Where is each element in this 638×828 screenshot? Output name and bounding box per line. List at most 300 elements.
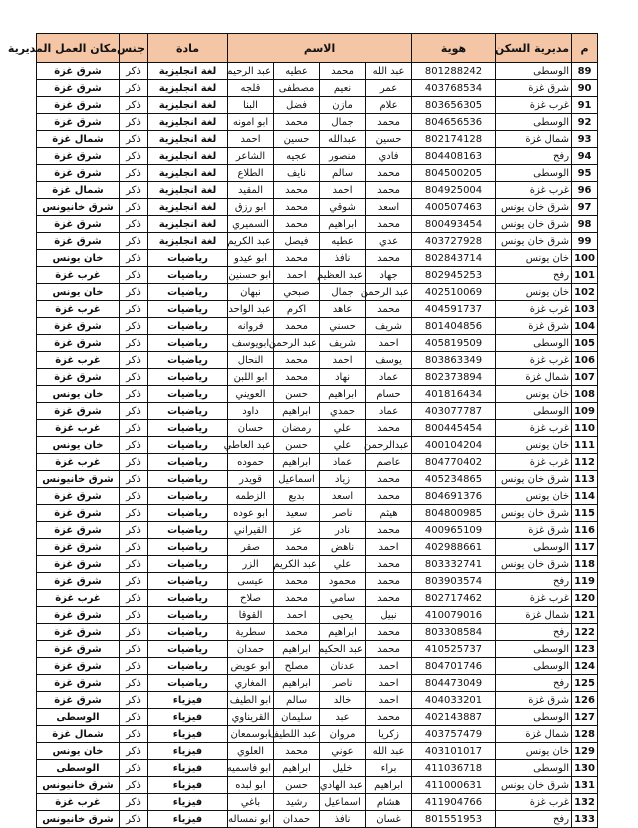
table-row [37,233,598,250]
header-residence-directorate: مديرية السكن [496,34,572,63]
id-number-cell: 411036718 [412,760,496,777]
work-directorate-cell: شرق غزة [37,233,120,250]
family-name-cell: الطلاع [228,165,274,182]
father-name-cell: خليل [320,760,366,777]
id-number-cell: 800493454 [412,216,496,233]
gender-cell: ذكر [120,811,148,828]
table-row [37,760,598,777]
grandfather-name-cell: حسن [274,777,320,794]
residence-directorate-cell: شمال غزة [496,607,572,624]
row-number: 90 [572,80,598,97]
row-number: 107 [572,369,598,386]
father-name-cell: مازن [320,97,366,114]
row-number: 119 [572,573,598,590]
family-name-cell: القيراني [228,522,274,539]
row-number: 89 [572,63,598,80]
residence-directorate-cell: شرق خان يونس [496,556,572,573]
family-name-cell: الزر [228,556,274,573]
gender-cell: ذكر [120,437,148,454]
residence-directorate-cell: رفح [496,148,572,165]
id-number-cell: 400965109 [412,522,496,539]
grandfather-name-cell: فضل [274,97,320,114]
table-row [37,182,598,199]
gender-cell: ذكر [120,556,148,573]
id-number-cell: 404033201 [412,692,496,709]
father-name-cell: نافذ [320,250,366,267]
row-number: 104 [572,318,598,335]
gender-cell: ذكر [120,726,148,743]
subject-cell: فيزياء [148,726,228,743]
residence-directorate-cell: الوسطى [496,335,572,352]
id-number-cell: 804473049 [412,675,496,692]
gender-cell: ذكر [120,250,148,267]
header-id: هوية [412,34,496,63]
grandfather-name-cell: نايف [274,165,320,182]
gender-cell: ذكر [120,369,148,386]
first-name-cell: محمد [366,114,412,131]
gender-cell: ذكر [120,301,148,318]
grandfather-name-cell: محمد [274,624,320,641]
header-row [37,34,598,63]
family-name-cell: حموده [228,454,274,471]
first-name-cell: عبد الرحمن [366,284,412,301]
gender-cell: ذكر [120,80,148,97]
row-number: 128 [572,726,598,743]
gender-cell: ذكر [120,216,148,233]
subject-cell: رياضيات [148,284,228,301]
subject-cell: رياضيات [148,471,228,488]
family-name-cell: ابو عيدو [228,250,274,267]
work-directorate-cell: شرق غزة [37,607,120,624]
id-number-cell: 403077787 [412,403,496,420]
father-name-cell: يحيى [320,607,366,624]
first-name-cell: شريف [366,318,412,335]
residence-directorate-cell: غرب غزة [496,301,572,318]
row-number: 131 [572,777,598,794]
grandfather-name-cell: اكرم [274,301,320,318]
father-name-cell: ناهض [320,539,366,556]
row-number: 105 [572,335,598,352]
family-name-cell: ابو لبده [228,777,274,794]
row-number: 91 [572,97,598,114]
subject-cell: فيزياء [148,692,228,709]
work-directorate-cell: خان يونس [37,284,120,301]
gender-cell: ذكر [120,131,148,148]
table-row [37,63,598,80]
gender-cell: ذكر [120,641,148,658]
id-number-cell: 804701746 [412,658,496,675]
family-name-cell: ابو نمساله [228,811,274,828]
first-name-cell: فادي [366,148,412,165]
gender-cell: ذكر [120,539,148,556]
grandfather-name-cell: محمد [274,590,320,607]
subject-cell: لغة انجليزية [148,148,228,165]
father-name-cell: خالد [320,692,366,709]
gender-cell: ذكر [120,403,148,420]
work-directorate-cell: شرق غزة [37,216,120,233]
first-name-cell: محمد [366,573,412,590]
residence-directorate-cell: الوسطى [496,641,572,658]
first-name-cell: محمد [366,165,412,182]
row-number: 130 [572,760,598,777]
subject-cell: رياضيات [148,437,228,454]
father-name-cell: عدنان [320,658,366,675]
gender-cell: ذكر [120,148,148,165]
first-name-cell: جهاد [366,267,412,284]
gender-cell: ذكر [120,743,148,760]
id-number-cell: 410525737 [412,641,496,658]
subject-cell: رياضيات [148,420,228,437]
table-row [37,131,598,148]
id-number-cell: 403101017 [412,743,496,760]
row-number: 109 [572,403,598,420]
father-name-cell: ابراهيم [320,216,366,233]
subject-cell: رياضيات [148,267,228,284]
first-name-cell: عدي [366,233,412,250]
first-name-cell: احمد [366,658,412,675]
residence-directorate-cell: خان يونس [496,488,572,505]
first-name-cell: احمد [366,539,412,556]
row-number: 103 [572,301,598,318]
subject-cell: رياضيات [148,369,228,386]
father-name-cell: نعيم [320,80,366,97]
work-directorate-cell: شرق خانيونس [37,777,120,794]
id-number-cell: 804500205 [412,165,496,182]
row-number: 122 [572,624,598,641]
father-name-cell: جمال [320,114,366,131]
id-number-cell: 803863349 [412,352,496,369]
table-row [37,199,598,216]
family-name-cell: احمد [228,131,274,148]
table-row [37,437,598,454]
id-number-cell: 405819509 [412,335,496,352]
gender-cell: ذكر [120,794,148,811]
table-row [37,522,598,539]
row-number: 124 [572,658,598,675]
grandfather-name-cell: محمد [274,318,320,335]
row-number: 110 [572,420,598,437]
table-row [37,352,598,369]
family-name-cell: ابوسمعان [228,726,274,743]
subject-cell: رياضيات [148,488,228,505]
grandfather-name-cell: احمد [274,607,320,624]
family-name-cell: صلاح [228,590,274,607]
first-name-cell: محمد [366,590,412,607]
grandfather-name-cell: ابراهيم [274,641,320,658]
id-number-cell: 803903574 [412,573,496,590]
grandfather-name-cell: عطيه [274,63,320,80]
residence-directorate-cell: الوسطى [496,539,572,556]
father-name-cell: نادر [320,522,366,539]
family-name-cell: ابو الطيف [228,692,274,709]
work-directorate-cell: شمال غزة [37,182,120,199]
id-number-cell: 802373894 [412,369,496,386]
subject-cell: لغة انجليزية [148,97,228,114]
grandfather-name-cell: مصطفى [274,80,320,97]
row-number: 93 [572,131,598,148]
residence-directorate-cell: الوسطى [496,760,572,777]
table-row [37,488,598,505]
grandfather-name-cell: عبد الرحمن [274,335,320,352]
grandfather-name-cell: ابراهيم [274,675,320,692]
residence-directorate-cell: شرق خان يونس [496,199,572,216]
work-directorate-cell: شرق غزة [37,624,120,641]
row-number: 101 [572,267,598,284]
father-name-cell: شريف [320,335,366,352]
first-name-cell: هيثم [366,505,412,522]
id-number-cell: 802717462 [412,590,496,607]
work-directorate-cell: شرق غزة [37,641,120,658]
header-subject: مادة [148,34,228,63]
gender-cell: ذكر [120,522,148,539]
grandfather-name-cell: محمد [274,539,320,556]
id-number-cell: 804925004 [412,182,496,199]
grandfather-name-cell: ابراهيم [274,760,320,777]
family-name-cell: ابو فاسميه [228,760,274,777]
work-directorate-cell: شرق غزة [37,318,120,335]
row-number: 116 [572,522,598,539]
first-name-cell: نبيل [366,607,412,624]
family-name-cell: البنا [228,97,274,114]
first-name-cell: عاصم [366,454,412,471]
id-number-cell: 804691376 [412,488,496,505]
id-number-cell: 403757479 [412,726,496,743]
subject-cell: رياضيات [148,556,228,573]
work-directorate-cell: غرب غزة [37,267,120,284]
grandfather-name-cell: محمد [274,216,320,233]
work-directorate-cell: شرق غزة [37,556,120,573]
grandfather-name-cell: محمد [274,743,320,760]
residence-directorate-cell: غرب غزة [496,97,572,114]
gender-cell: ذكر [120,590,148,607]
table-row [37,284,598,301]
table-row [37,743,598,760]
id-number-cell: 403727928 [412,233,496,250]
row-number: 111 [572,437,598,454]
father-name-cell: علي [320,437,366,454]
table-row [37,794,598,811]
row-number: 112 [572,454,598,471]
residence-directorate-cell: غرب غزة [496,454,572,471]
residence-directorate-cell: رفح [496,624,572,641]
grandfather-name-cell: ابراهيم [274,403,320,420]
gender-cell: ذكر [120,318,148,335]
family-name-cell: قلجه [228,80,274,97]
id-number-cell: 801288242 [412,63,496,80]
subject-cell: لغة انجليزية [148,182,228,199]
gender-cell: ذكر [120,267,148,284]
table-row [37,403,598,420]
work-directorate-cell: شرق خانيونس [37,199,120,216]
father-name-cell: عبد العظيم [320,267,366,284]
work-directorate-cell: شرق غزة [37,675,120,692]
teacher-roster-table [7,33,598,828]
table-row [37,505,598,522]
first-name-cell: احمد [366,675,412,692]
table-row [37,250,598,267]
first-name-cell: عمر [366,80,412,97]
first-name-cell: احمد [366,335,412,352]
row-number: 133 [572,811,598,828]
grandfather-name-cell: عبد الكريم [274,556,320,573]
grandfather-name-cell: محمد [274,369,320,386]
work-directorate-cell: غرب غزة [37,301,120,318]
father-name-cell: عبد الهادي [320,777,366,794]
row-number: 97 [572,199,598,216]
family-name-cell: صقر [228,539,274,556]
residence-directorate-cell: الوسطى [496,63,572,80]
family-name-cell: عبد الواحد [228,301,274,318]
id-number-cell: 400104204 [412,437,496,454]
first-name-cell: محمد [366,250,412,267]
family-name-cell: الزطمه [228,488,274,505]
family-name-cell: المقيد [228,182,274,199]
family-name-cell: القريناوي [228,709,274,726]
work-directorate-cell: غرب غزة [37,352,120,369]
residence-directorate-cell: شرق غزة [496,522,572,539]
family-name-cell: ابو حسنين [228,267,274,284]
subject-cell: لغة انجليزية [148,233,228,250]
first-name-cell: عبد الله [366,63,412,80]
row-number: 114 [572,488,598,505]
subject-cell: فيزياء [148,777,228,794]
residence-directorate-cell: شمال غزة [496,131,572,148]
father-name-cell: عبد [320,709,366,726]
family-name-cell: قويدر [228,471,274,488]
gender-cell: ذكر [120,454,148,471]
subject-cell: رياضيات [148,590,228,607]
father-name-cell: مروان [320,726,366,743]
subject-cell: فيزياء [148,709,228,726]
father-name-cell: اسماعيل [320,794,366,811]
row-number: 121 [572,607,598,624]
row-number: 102 [572,284,598,301]
grandfather-name-cell: محمد [274,250,320,267]
father-name-cell: حسني [320,318,366,335]
residence-directorate-cell: رفح [496,811,572,828]
residence-directorate-cell: خان يونس [496,250,572,267]
family-name-cell: القوقا [228,607,274,624]
gender-cell: ذكر [120,624,148,641]
table-row [37,369,598,386]
father-name-cell: علي [320,556,366,573]
family-name-cell: داود [228,403,274,420]
work-directorate-cell: شرق غزة [37,369,120,386]
grandfather-name-cell: عز [274,522,320,539]
father-name-cell: سامي [320,590,366,607]
father-name-cell: احمد [320,182,366,199]
id-number-cell: 804770402 [412,454,496,471]
family-name-cell: الشاعر [228,148,274,165]
residence-directorate-cell: الوسطى [496,709,572,726]
gender-cell: ذكر [120,233,148,250]
family-name-cell: ابويوسف [228,335,274,352]
residence-directorate-cell: شرق غزة [496,692,572,709]
table-row [37,726,598,743]
table-row [37,97,598,114]
table-row [37,777,598,794]
gender-cell: ذكر [120,505,148,522]
family-name-cell: عبد الرحيم [228,63,274,80]
father-name-cell: حمدي [320,403,366,420]
subject-cell: لغة انجليزية [148,199,228,216]
table-row [37,165,598,182]
grandfather-name-cell: مصلح [274,658,320,675]
residence-directorate-cell: شرق خان يونس [496,505,572,522]
grandfather-name-cell: حسين [274,131,320,148]
table-row [37,301,598,318]
row-number: 106 [572,352,598,369]
row-number: 129 [572,743,598,760]
row-number: 113 [572,471,598,488]
family-name-cell: ابو عوده [228,505,274,522]
residence-directorate-cell: شرق خان يونس [496,233,572,250]
work-directorate-cell: شرق غزة [37,63,120,80]
residence-directorate-cell: رفح [496,675,572,692]
row-number: 98 [572,216,598,233]
gender-cell: ذكر [120,114,148,131]
family-name-cell: عبد العاطي [228,437,274,454]
residence-directorate-cell: الوسطى [496,403,572,420]
family-name-cell: ابو رزق [228,199,274,216]
grandfather-name-cell: احمد [274,267,320,284]
subject-cell: لغة انجليزية [148,80,228,97]
table-row [37,114,598,131]
subject-cell: رياضيات [148,607,228,624]
row-number: 127 [572,709,598,726]
first-name-cell: محمد [366,641,412,658]
first-name-cell: غسان [366,811,412,828]
row-number: 99 [572,233,598,250]
residence-directorate-cell: رفح [496,573,572,590]
gender-cell: ذكر [120,165,148,182]
subject-cell: فيزياء [148,794,228,811]
father-name-cell: ابراهيم [320,386,366,403]
first-name-cell: محمد [366,471,412,488]
residence-directorate-cell: الوسطى [496,165,572,182]
family-name-cell: العلوي [228,743,274,760]
residence-directorate-cell: خان يونس [496,284,572,301]
table-row [37,216,598,233]
subject-cell: لغة انجليزية [148,216,228,233]
grandfather-name-cell: بديع [274,488,320,505]
gender-cell: ذكر [120,386,148,403]
residence-directorate-cell: غرب غزة [496,794,572,811]
header-gender: جنس [120,34,148,63]
row-number: 125 [572,675,598,692]
father-name-cell: احمد [320,352,366,369]
id-number-cell: 404591737 [412,301,496,318]
row-number: 120 [572,590,598,607]
father-name-cell: سالم [320,165,366,182]
gender-cell: ذكر [120,97,148,114]
header-serial: م [572,34,598,63]
father-name-cell: منصور [320,148,366,165]
first-name-cell: محمد [366,488,412,505]
residence-directorate-cell: خان يونس [496,386,572,403]
work-directorate-cell: شرق غزة [37,114,120,131]
table-row [37,386,598,403]
residence-directorate-cell: غرب غزة [496,590,572,607]
father-name-cell: زياد [320,471,366,488]
family-name-cell: السميري [228,216,274,233]
id-number-cell: 804408163 [412,148,496,165]
gender-cell: ذكر [120,199,148,216]
family-name-cell: عبد الكريم [228,233,274,250]
row-number: 123 [572,641,598,658]
id-number-cell: 400507463 [412,199,496,216]
family-name-cell: عيسى [228,573,274,590]
